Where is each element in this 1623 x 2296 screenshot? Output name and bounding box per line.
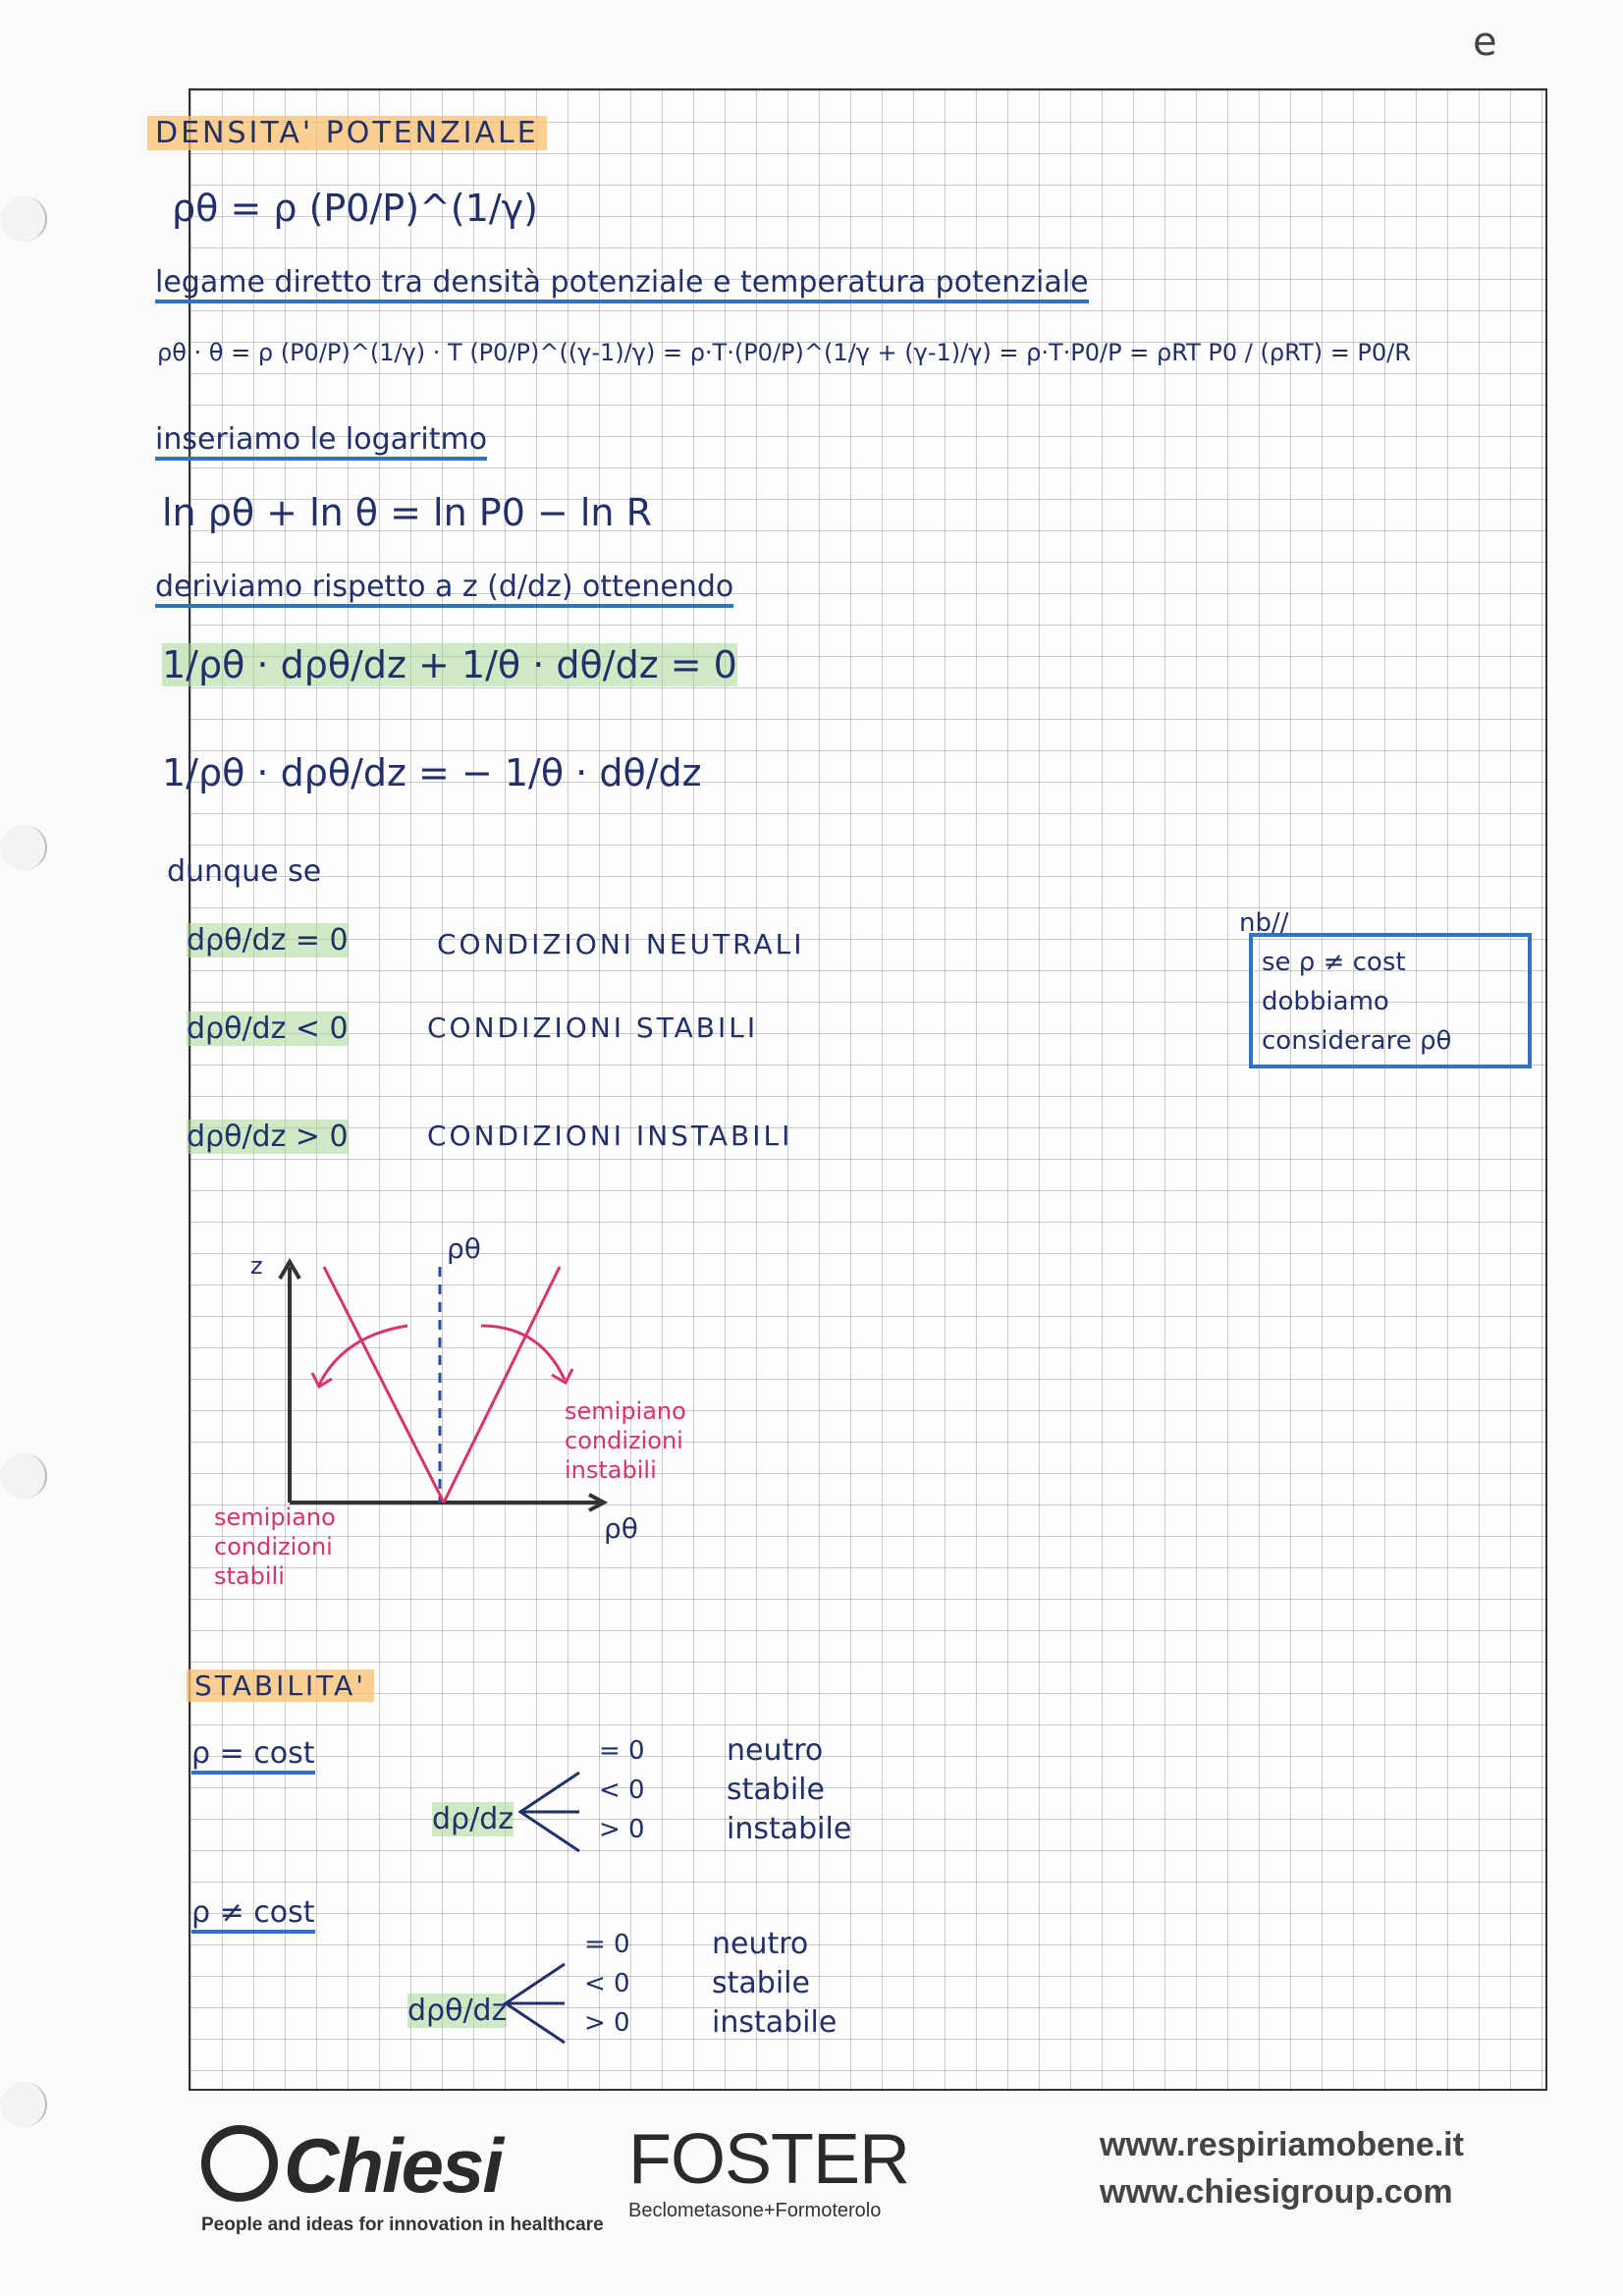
stable-arrow bbox=[319, 1326, 407, 1385]
nb-title: nb// bbox=[1239, 908, 1289, 938]
block1-brace bbox=[511, 1758, 589, 1866]
page-mark: e bbox=[1473, 20, 1497, 65]
chiesi-logo bbox=[201, 2121, 604, 2211]
binder-hole bbox=[0, 2082, 47, 2127]
stable-note bbox=[214, 1503, 336, 1591]
foster-subtitle: Beclometasone+Formoterolo bbox=[628, 2200, 882, 2221]
unstable-note-line: semipiano bbox=[565, 1397, 686, 1425]
derive-title bbox=[155, 570, 733, 604]
footer-url[interactable]: www.respiriamobene.it bbox=[1100, 2126, 1464, 2163]
condition-label-neutral: CONDIZIONI NEUTRALI bbox=[437, 928, 805, 960]
block2-case-result: stabile bbox=[712, 1966, 810, 2000]
block2-condition-text: ρ ≠ cost bbox=[191, 1895, 315, 1934]
block1-case-result: instabile bbox=[727, 1812, 852, 1846]
graph-x-label: ρθ bbox=[604, 1512, 638, 1545]
graph-top-label: ρθ bbox=[447, 1232, 481, 1265]
chiesi-tagline: People and ideas for innovation in healthcare bbox=[201, 2214, 604, 2235]
block1-case-sign: < 0 bbox=[599, 1776, 645, 1805]
derive-title-text: deriviamo rispetto a z (d/dz) ottenendo bbox=[155, 570, 733, 608]
block1-condition bbox=[191, 1736, 315, 1771]
condition-label-unstable: CONDIZIONI INSTABILI bbox=[427, 1120, 793, 1152]
block2-brace bbox=[496, 1949, 574, 2057]
formula-derivative-2: 1/ρθ · dρθ/dz = − 1/θ · dθ/dz bbox=[162, 751, 702, 794]
block1-case-sign: = 0 bbox=[599, 1736, 645, 1766]
block1-case-sign: > 0 bbox=[599, 1815, 645, 1844]
stabilita-heading: STABILITA' bbox=[187, 1669, 374, 1702]
nb-line-2: dobbiamo bbox=[1262, 987, 1389, 1016]
notebook-sheet bbox=[189, 88, 1547, 2091]
formula-definition: ρθ = ρ (P0/P)^(1/γ) bbox=[172, 187, 538, 230]
footer-url[interactable]: www.chiesigroup.com bbox=[1100, 2173, 1453, 2211]
unstable-note-line: condizioni bbox=[565, 1427, 683, 1454]
binder-hole bbox=[0, 1453, 47, 1499]
block2-case-result: neutro bbox=[712, 1927, 809, 1961]
unstable-arrow bbox=[481, 1326, 565, 1380]
chiesi-brand: Chiesi bbox=[284, 2122, 503, 2209]
unstable-note bbox=[565, 1396, 686, 1485]
condition-expr-neutral: dρθ/dz = 0 bbox=[187, 923, 349, 957]
block2-case-sign: = 0 bbox=[584, 1930, 630, 1959]
formula-derivative-1: 1/ρθ · dρθ/dz + 1/θ · dθ/dz = 0 bbox=[162, 643, 737, 686]
link-title bbox=[155, 265, 1089, 300]
chiesi-logo-block bbox=[201, 2121, 604, 2236]
condition-expr-unstable: dρθ/dz > 0 bbox=[187, 1120, 349, 1154]
stable-line bbox=[324, 1267, 444, 1503]
binder-hole bbox=[0, 196, 47, 242]
stable-note-line: stabili bbox=[214, 1562, 285, 1590]
unstable-line bbox=[444, 1267, 560, 1503]
nb-line-1: se ρ ≠ cost bbox=[1262, 948, 1406, 977]
link-title-text: legame diretto tra densità potenziale e temperatura potenziale bbox=[155, 265, 1089, 303]
block1-condition-text: ρ = cost bbox=[191, 1736, 315, 1775]
block2-case-sign: < 0 bbox=[584, 1969, 630, 1998]
footer-urls bbox=[1100, 2121, 1464, 2215]
binder-hole bbox=[0, 825, 47, 870]
stable-note-line: semipiano bbox=[214, 1503, 336, 1531]
graph-z-label: z bbox=[250, 1252, 263, 1280]
log-title bbox=[155, 422, 487, 457]
formula-link: ρθ · θ = ρ (P0/P)^(1/γ) · T (P0/P)^((γ-1)/γ) = ρ·T·(P0/P)^(1/γ + (γ-1)/γ) = ρ·T·P0/P = ρRT P0 / (ρRT) = P0/R bbox=[157, 339, 1411, 366]
block1-case-result: stabile bbox=[727, 1773, 825, 1807]
stable-note-line: condizioni bbox=[214, 1533, 333, 1560]
unstable-note-line: instabili bbox=[565, 1456, 657, 1484]
condition-label-stable: CONDIZIONI STABILI bbox=[427, 1011, 759, 1044]
chiesi-c-icon bbox=[201, 2125, 278, 2202]
block1-expr: dρ/dz bbox=[432, 1802, 514, 1836]
block2-condition bbox=[191, 1895, 315, 1930]
dunque-text: dunque se bbox=[167, 854, 322, 889]
block2-case-sign: > 0 bbox=[584, 2008, 630, 2038]
foster-logo: FOSTER bbox=[628, 2120, 910, 2199]
foster-logo-block bbox=[628, 2119, 909, 2222]
block2-case-result: instabile bbox=[712, 2005, 838, 2040]
block2-expr: dρθ/dz bbox=[407, 1994, 508, 2028]
formula-log: ln ρθ + ln θ = ln P0 − ln R bbox=[162, 491, 652, 534]
section-heading: DENSITA' POTENZIALE bbox=[147, 116, 547, 150]
log-title-text: inseriamo le logaritmo bbox=[155, 422, 487, 461]
condition-expr-stable: dρθ/dz < 0 bbox=[187, 1011, 349, 1046]
nb-line-3: considerare ρθ bbox=[1262, 1026, 1452, 1056]
block1-case-result: neutro bbox=[727, 1733, 824, 1768]
